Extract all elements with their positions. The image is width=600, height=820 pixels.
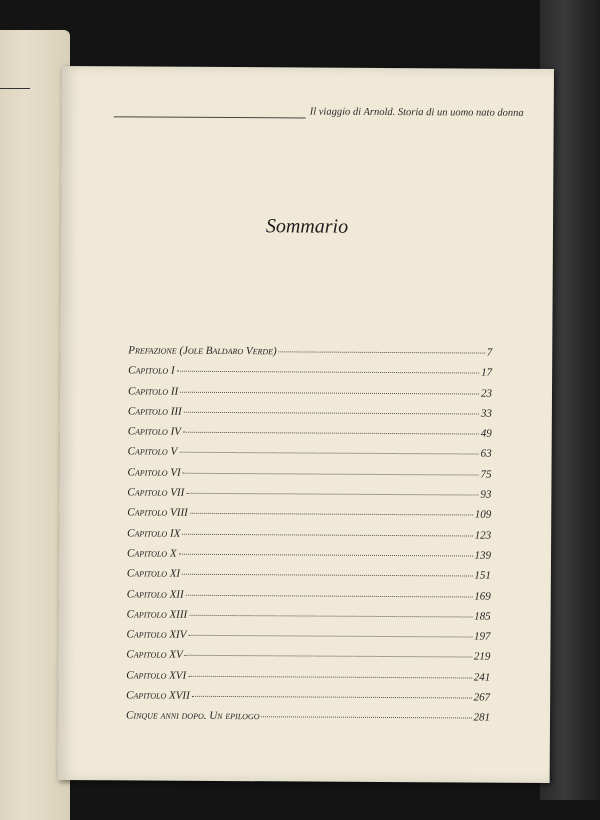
toc-entry-page-number: 33: [480, 407, 492, 420]
toc-entry: [127, 608, 491, 631]
toc-entry: [128, 344, 492, 367]
toc-leader-dots: [184, 411, 479, 415]
toc-entry-page-number: 151: [474, 569, 491, 582]
toc-leader-dots: [188, 634, 472, 638]
toc-entry-page-number: 267: [473, 691, 491, 704]
toc-leader-dots: [186, 492, 478, 496]
toc-leader-dots: [179, 553, 473, 557]
toc-entry-page-number: 75: [480, 468, 492, 481]
toc-entry-label: Capitolo IV: [127, 425, 182, 438]
toc-leader-dots: [183, 472, 479, 476]
table-of-contents: [126, 344, 492, 732]
page-title: Sommario: [265, 215, 349, 238]
running-header: Il viaggio di Arnold. Storia di un uomo nato donna: [309, 106, 524, 119]
toc-entry-label: Capitolo VIII: [127, 506, 188, 520]
toc-entry: [128, 446, 492, 469]
toc-leader-dots: [177, 370, 480, 374]
toc-entry-page-number: 139: [474, 549, 492, 562]
header-rule: [114, 116, 306, 118]
toc-entry-label: Capitolo VII: [127, 486, 185, 499]
toc-entry-page-number: 197: [473, 630, 491, 643]
toc-entry: [128, 405, 492, 428]
toc-entry-label: Capitolo IX: [127, 527, 181, 540]
toc-entry-page-number: 49: [480, 427, 492, 440]
toc-leader-dots: [279, 350, 485, 353]
toc-entry: [128, 385, 492, 408]
toc-entry-label: Capitolo XIII: [126, 608, 188, 621]
toc-leader-dots: [188, 675, 472, 679]
toc-entry-label: Capitolo I: [128, 364, 175, 377]
toc-entry-page-number: 123: [474, 529, 492, 542]
toc-entry-label: Capitolo III: [127, 405, 182, 418]
toc-entry-page-number: 63: [480, 448, 492, 461]
toc-entry-page-number: 169: [474, 590, 491, 603]
toc-entry-page-number: 93: [480, 488, 492, 501]
toc-entry: [126, 710, 490, 733]
toc-entry-page-number: 109: [474, 508, 492, 522]
toc-leader-dots: [261, 716, 471, 719]
toc-leader-dots: [182, 573, 472, 577]
toc-entry-label: Capitolo XIV: [126, 628, 187, 641]
toc-entry: [128, 426, 492, 449]
toc-entry-label: Capitolo II: [127, 385, 179, 398]
toc-entry-page-number: 219: [473, 650, 491, 664]
toc-entry-label: Capitolo XV: [126, 648, 183, 662]
toc-entry-page-number: 185: [474, 610, 491, 623]
toc-leader-dots: [190, 512, 473, 516]
toc-entry-page-number: 17: [481, 366, 493, 379]
toc-leader-dots: [180, 390, 479, 394]
toc-entry: [126, 689, 490, 712]
toc-leader-dots: [183, 431, 479, 435]
toc-entry-label: Cinque anni dopo. Un epilogo: [125, 709, 260, 723]
toc-leader-dots: [185, 654, 472, 658]
toc-entry-label: Capitolo XVI: [126, 669, 187, 682]
toc-entry: [127, 507, 491, 530]
toc-entry: [126, 629, 490, 652]
toc-entry: [126, 649, 490, 672]
book-page: [58, 66, 554, 783]
toc-leader-dots: [186, 593, 473, 597]
toc-entry: [126, 669, 490, 692]
toc-entry: [128, 365, 492, 388]
toc-entry-label: Capitolo XII: [126, 587, 184, 601]
toc-leader-dots: [182, 532, 472, 536]
toc-entry: [127, 486, 491, 509]
toc-entry-label: Capitolo X: [126, 547, 177, 560]
toc-entry: [127, 547, 491, 570]
toc-leader-dots: [179, 451, 478, 455]
toc-entry: [127, 527, 491, 550]
toc-entry-page-number: 23: [480, 387, 493, 400]
facing-page-rule: [0, 88, 30, 89]
toc-entry-page-number: 281: [473, 711, 491, 724]
toc-entry-label: Capitolo XVII: [126, 689, 190, 702]
toc-entry-label: Capitolo XI: [126, 567, 181, 580]
toc-entry: [127, 466, 491, 489]
toc-leader-dots: [189, 614, 472, 618]
toc-entry-label: Capitolo V: [127, 445, 178, 459]
toc-entry-label: Prefazione (Jole Baldaro Verde): [128, 344, 277, 358]
toc-entry-page-number: 7: [486, 346, 493, 359]
toc-entry: [127, 568, 491, 591]
toc-entry: [127, 588, 491, 611]
toc-entry-label: Capitolo VI: [127, 466, 181, 479]
toc-entry-page-number: 241: [473, 671, 491, 684]
toc-leader-dots: [192, 695, 472, 699]
